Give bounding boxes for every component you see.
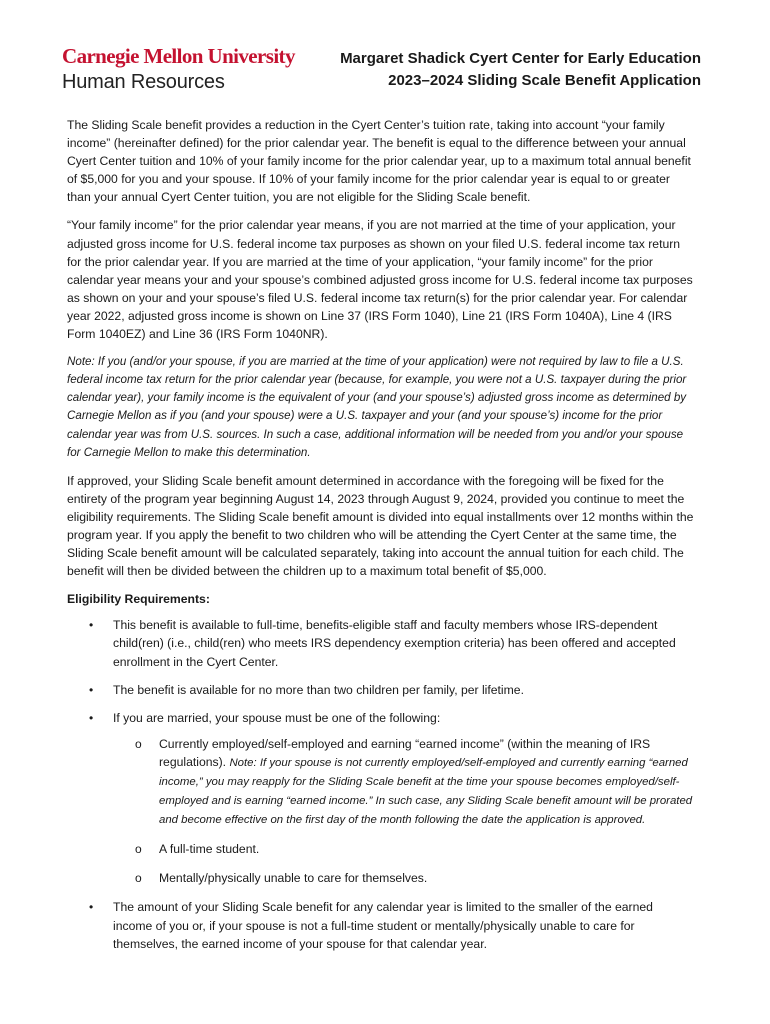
list-item-text: If you are married, your spouse must be one of the following: <box>113 710 441 725</box>
logo-department-name: Human Resources <box>62 71 225 93</box>
sub-bullet-icon: o <box>135 871 142 886</box>
sub-list-item-text: Mentally/physically unable to care for themselves. <box>159 871 428 886</box>
list-item-text: This benefit is available to full-time, benefits-eligible staff and faculty members whose IRS-dependent child(ren) (i.e., child(ren) who meets IRS dependency exemption criteria) has been offered and accepted enrollment in the Cyert Center. <box>113 618 676 669</box>
list-item <box>67 681 694 699</box>
paragraph-family-income-definition: “Your family income” for the prior calendar year means, if you are not married at the time of your application, your adjusted gross income for U.S. federal income tax purposes as shown on your filed U.S. federal income tax return for the prior calendar year. If you are married at the time of your application, “your family income” for the prior calendar year means your and your spouse’s combined adjusted gross income for U.S. federal income tax purposes as shown on your and your spouse’s filed U.S. federal income tax return(s) for the prior calendar year. For calendar year 2022, adjusted gross income is shown on Line 37 (IRS Form 1040), Line 21 (IRS Form 1040A), Line 4 (IRS Form 1040EZ) and Line 36 (IRS Form 1040NR). <box>67 218 693 342</box>
paragraph-note-non-filers: Note: If you (and/or your spouse, if you are married at the time of your application) were not required by law to file a U.S. federal income tax return for the prior calendar year (because, for example, you were not a U.S. taxpayer during the prior calendar year), your family income is the equivalent of your (and your spouse’s) adjusted gross income as determined by Carnegie Mellon as if you (and your spouse) were a U.S. taxpayer and your (and your spouse’s) income for the prior calendar year was from U.S. sources. In such a case, additional information will be needed from you and/or your spouse for Carnegie Mellon to make this determination. <box>67 355 687 459</box>
sub-list-item <box>113 840 694 858</box>
logo-university-name: Carnegie Mellon University <box>62 44 295 68</box>
eligibility-heading: Eligibility Requirements: <box>67 592 210 607</box>
paragraph-benefit-overview: The Sliding Scale benefit provides a reduction in the Cyert Center’s tuition rate, taking into account “your family income” (hereinafter defined) for the prior calendar year. The benefit is equal to the difference between your annual Cyert Center tuition and 10% of your family income for the prior calendar year, up to a maximum total annual benefit of $5,000 for you and your spouse. If 10% of your family income for the prior calendar year is equal to or greater than your annual Cyert Center tuition, you are not eligible for the Sliding Scale benefit. <box>67 118 691 205</box>
sub-bullet-icon: o <box>135 842 142 857</box>
document-body <box>67 116 694 963</box>
cmu-hr-logo <box>62 44 295 94</box>
eligibility-list <box>67 616 694 952</box>
sub-list-item <box>113 735 694 829</box>
title-line-1: Margaret Shadick Cyert Center for Early Education <box>340 50 701 67</box>
sub-list-item-note: Note: If your spouse is not currently employed/self-employed and currently earning “earned income,” you may reapply for the Sliding Scale benefit at the time your spouse becomes employed/self-employed and is earning “earned income.” In such case, any Sliding Scale benefit amount will be prorated and become effective on the first day of the month following the date the application is approved. <box>159 756 693 827</box>
list-item <box>67 616 694 670</box>
sub-list-item-text: A full-time student. <box>159 842 260 857</box>
list-item <box>67 709 694 888</box>
title-line-2: 2023–2024 Sliding Scale Benefit Application <box>388 72 701 89</box>
bullet-icon: • <box>89 682 94 697</box>
spouse-requirements-list <box>113 735 694 888</box>
list-item <box>67 898 694 952</box>
list-item-text: The benefit is available for no more than two children per family, per lifetime. <box>113 682 524 697</box>
bullet-icon: • <box>89 900 94 915</box>
sub-list-item-text: Currently employed/self-employed and earning “earned income” (within the meaning of IRS regulations). <box>159 736 651 769</box>
sub-list-item <box>113 869 694 887</box>
bullet-icon: • <box>89 710 94 725</box>
list-item-text: The amount of your Sliding Scale benefit for any calendar year is limited to the smaller of the earned income of you or, if your spouse is not a full-time student or mentally/physically unable to care for themselves, the earned income of your spouse for that calendar year. <box>113 900 653 951</box>
bullet-icon: • <box>89 618 94 633</box>
document-title <box>340 48 701 92</box>
sub-bullet-icon: o <box>135 736 142 751</box>
paragraph-benefit-amount: If approved, your Sliding Scale benefit amount determined in accordance with the foregoing will be fixed for the entirety of the program year beginning August 14, 2023 through August 9, 2024, provided you continue to meet the eligibility requirements. The Sliding Scale benefit amount is divided into equal installments over 12 months within the program year. If you apply the benefit to two children who will be attending the Cyert Center at the same time, the Sliding Scale benefit amount will be calculated separately, taking into account the annual tuition for each child. The benefit will then be divided between the children up to a maximum total benefit of $5,000. <box>67 473 694 579</box>
